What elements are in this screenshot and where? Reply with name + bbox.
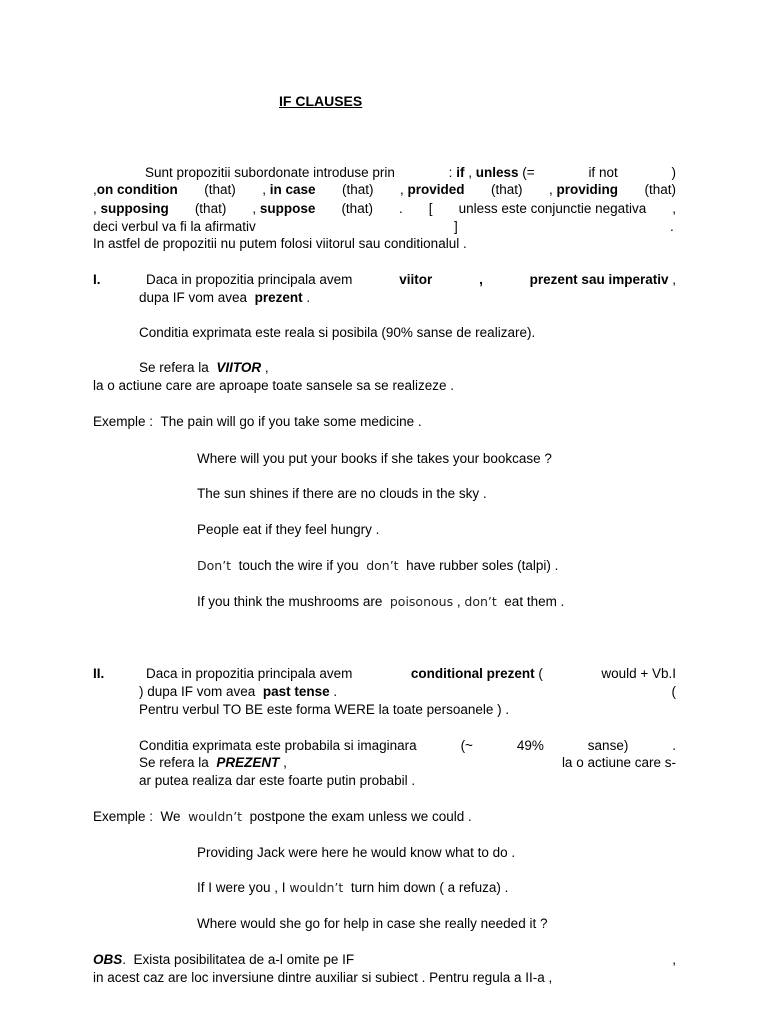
example-sentence: People eat if they feel hungry . [197, 522, 380, 537]
intro-period: . [670, 219, 674, 234]
kw-past-tense: past tense [262, 684, 330, 699]
example-sentence: Providing Jack were here he would know what to do . [197, 845, 516, 860]
examples-label: Exemple : [93, 414, 154, 429]
intro-sep: , [252, 201, 257, 216]
intro-comma-end: , [672, 201, 676, 216]
sec1-refers [139, 360, 676, 375]
example-sentence [197, 558, 558, 573]
sec1-examples [93, 414, 676, 429]
example-text: , [456, 594, 461, 609]
intro-that: (that) [490, 182, 523, 197]
sec1-comma: , [479, 272, 483, 287]
sec2-comma: , [283, 755, 287, 770]
example-text: We [160, 809, 181, 824]
kw-supposing: supposing [100, 201, 169, 216]
kw-on-condition: on condition [96, 182, 178, 197]
sec2-text: Daca in propozitia principala avem [146, 666, 353, 681]
intro-sep: , [262, 182, 266, 197]
sec2-refers-3: ar putea realiza dar este foarte putin probabil . [139, 773, 416, 788]
intro-line-3 [93, 201, 676, 216]
intro-line-1 [93, 165, 676, 180]
section-1-line-2 [139, 290, 676, 305]
intro-that: (that) [644, 182, 676, 197]
sec1-text: dupa IF vom avea [139, 290, 248, 305]
obs-line-2: in acest caz are loc inversiune dintre auxiliar si subiect . Pentru regula a II-a , [93, 970, 553, 985]
section-2-line-2 [139, 684, 676, 699]
section-2-line-1 [139, 666, 676, 681]
example-sentence [197, 594, 564, 609]
intro-sep: , [93, 201, 97, 216]
example-sentence: The sun shines if there are no clouds in the sky . [197, 486, 487, 501]
kw-providing: providing [556, 182, 618, 197]
sec1-condition: Conditia exprimata este reala si posibila (90% sanse de realizare). [139, 325, 536, 340]
sec2-would-vb: would + Vb.I [601, 666, 676, 681]
word-dont: don’t [464, 594, 497, 609]
word-dont: Don’t [197, 558, 232, 573]
intro-that: (that) [341, 182, 374, 197]
kw-viitor-emph: VIITOR [216, 360, 262, 375]
section-1-number: I. [93, 272, 101, 287]
intro-paren-close: ) [671, 165, 676, 180]
kw-if: if [456, 165, 465, 180]
sec1-refers-text: Se refera la [139, 360, 209, 375]
intro-sep: , [93, 182, 97, 197]
sec2-refers-text: Se refera la [139, 755, 209, 770]
intro-bracket-open: [ [428, 201, 433, 216]
sec2-paren: ( [538, 666, 543, 681]
sec2-dot: . [333, 684, 338, 699]
sec2-text: ) dupa IF vom avea [139, 684, 256, 699]
example-sentence: Where will you put your books if she takes your bookcase ? [197, 451, 552, 466]
kw-prezent: prezent [254, 290, 303, 305]
kw-unless: unless [475, 165, 519, 180]
intro-sep: , [399, 182, 404, 197]
obs-label: OBS [93, 952, 123, 967]
section-1-line-1 [139, 272, 676, 287]
sec2-refers-text-2: la o actiune care s- [561, 755, 676, 770]
intro-that: (that) [204, 182, 236, 197]
kw-conditional-prezent: conditional prezent [410, 666, 535, 681]
kw-in-case: in case [269, 182, 316, 197]
sec2-examples [93, 809, 676, 824]
sec2-refers [139, 755, 676, 770]
intro-line-4 [93, 219, 676, 234]
obs-line-1 [93, 952, 676, 967]
sec2-cond-text: Conditia exprimata este probabila si imaginara [139, 738, 417, 753]
intro-unless-note: unless este conjunctie negativa [458, 201, 647, 216]
example-text: eat them . [504, 594, 565, 609]
intro-afirmativ: deci verbul va fi la afirmativ [93, 219, 256, 234]
example-text: turn him down ( a refuza) . [350, 880, 509, 895]
example-text: If I were you , I [197, 880, 286, 895]
section-2-line-3: Pentru verbul TO BE este forma WERE la toate persoanele ) . [139, 702, 510, 717]
sec1-text: Daca in propozitia principala avem [146, 272, 353, 287]
example-sentence: Where would she go for help in case she really needed it ? [197, 916, 548, 931]
obs-text: Exista posibilitatea de a-l omite pe IF [133, 952, 355, 967]
sec2-cond-sanse: sanse) [587, 738, 629, 753]
intro-paren-open: (= [522, 165, 535, 180]
obs-dot: . [122, 952, 127, 967]
word-wouldnt: wouldn’t [188, 809, 243, 824]
example-text: touch the wire if you [238, 558, 359, 573]
intro-if-not: if not [588, 165, 618, 180]
sec1-comma-end: , [672, 272, 676, 287]
sec2-condition [139, 738, 676, 753]
sec2-cond-dot: . [672, 738, 676, 753]
intro-comma: , [468, 165, 472, 180]
examples-label: Exemple : [93, 809, 154, 824]
sec1-refers-2: la o actiune care are aproape toate sansele sa se realizeze . [93, 378, 454, 393]
page-title: IF CLAUSES [279, 93, 363, 109]
intro-text: Sunt propozitii subordonate introduse prin [145, 165, 395, 180]
word-wouldnt: wouldn’t [289, 880, 344, 895]
sec2-cond-tilde: (~ [460, 738, 473, 753]
section-2-number: II. [93, 666, 105, 681]
obs-comma: , [672, 952, 676, 967]
example-sentence [197, 880, 508, 895]
intro-line-5: In astfel de propozitii nu putem folosi viitorul sau conditionalul . [93, 236, 467, 251]
kw-prezent-emph: PREZENT [216, 755, 280, 770]
intro-that: (that) [341, 201, 373, 216]
intro-colon: : [448, 165, 453, 180]
sec1-dot: . [306, 290, 311, 305]
example-text: postpone the exam unless we could . [249, 809, 472, 824]
kw-provided: provided [407, 182, 465, 197]
sec1-comma: , [264, 360, 269, 375]
kw-suppose: suppose [259, 201, 316, 216]
intro-that: (that) [194, 201, 227, 216]
intro-dot: . [398, 201, 403, 216]
example-sentence: The pain will go if you take some medicine . [160, 414, 422, 429]
intro-line-2 [93, 182, 676, 197]
kw-prezent-imperativ: prezent sau imperativ [529, 272, 669, 287]
intro-bracket-close: ] [454, 219, 458, 234]
sec2-cond-percent: 49% [516, 738, 544, 753]
intro-sep: , [548, 182, 553, 197]
word-dont: don’t [366, 558, 399, 573]
example-text: If you think the mushrooms are [197, 594, 383, 609]
kw-viitor: viitor [399, 272, 433, 287]
word-poisonous: poisonous [389, 594, 454, 609]
sec2-paren: ( [671, 684, 676, 699]
example-text: have rubber soles (talpi) . [406, 558, 559, 573]
